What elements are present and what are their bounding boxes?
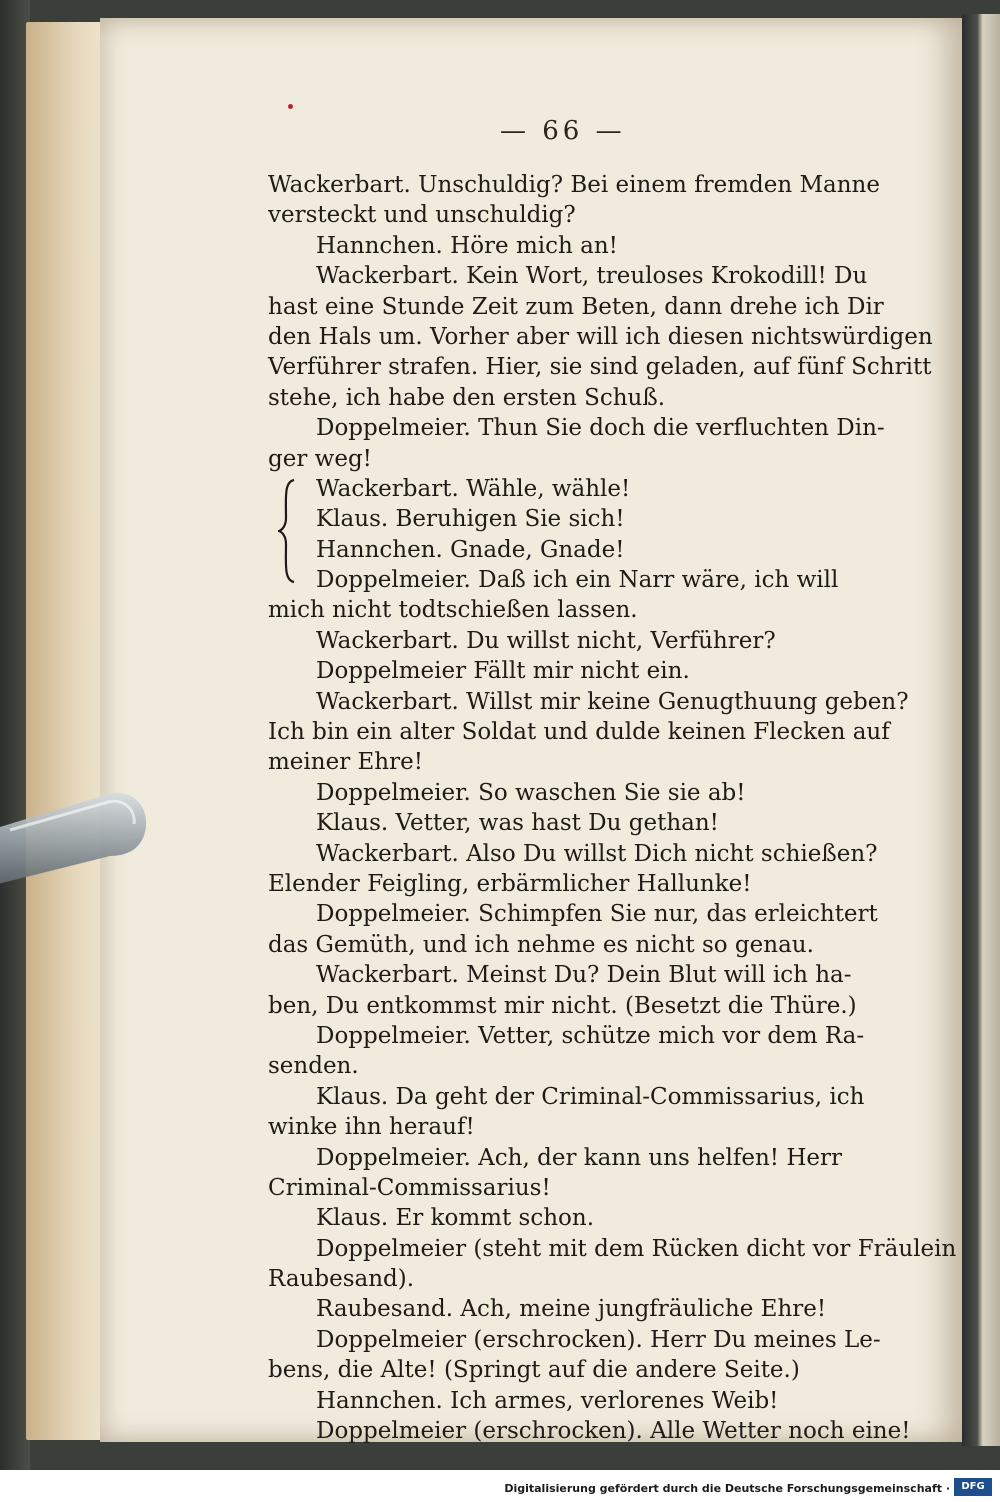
text-line: den Hals um. Vorher aber will ich diesen nichtswürdigen bbox=[268, 323, 933, 350]
text-line: Doppelmeier. Vetter, schütze mich vor dem Ra- bbox=[316, 1022, 865, 1049]
text-line: Doppelmeier. Ach, der kann uns helfen! Herr bbox=[316, 1144, 843, 1171]
text-line: ger weg! bbox=[268, 445, 372, 472]
text-line: Wackerbart. Wähle, wähle! bbox=[316, 475, 631, 502]
text-line: bens, die Alte! (Springt auf die andere Seite.) bbox=[268, 1357, 800, 1384]
text-line: mich nicht todtschießen lassen. bbox=[268, 597, 638, 624]
text-line: Doppelmeier. Schimpfen Sie nur, das erleichtert bbox=[316, 901, 878, 928]
text-line: Doppelmeier (erschrocken). Herr Du meines Le- bbox=[316, 1326, 881, 1353]
text-line: Klaus. Da geht der Criminal-Commissarius, ich bbox=[316, 1083, 865, 1110]
text-line: Hannchen. Gnade, Gnade! bbox=[316, 536, 625, 563]
text-line: Verführer strafen. Hier, sie sind geladen, auf fünf Schritt bbox=[268, 354, 932, 381]
text-line: Elender Feigling, erbärmlicher Hallunke! bbox=[268, 870, 752, 897]
text-line: das Gemüth, und ich nehme es nicht so genau. bbox=[268, 931, 814, 958]
text-line: Wackerbart. Kein Wort, treuloses Krokodill! Du bbox=[316, 263, 868, 290]
text-line: ben, Du entkommst mir nicht. (Besetzt die Thüre.) bbox=[268, 992, 857, 1019]
footer-bar bbox=[0, 1470, 1000, 1502]
text-line: Wackerbart. Du willst nicht, Verführer? bbox=[316, 627, 776, 654]
text-line: Ich bin ein alter Soldat und dulde keinen Flecken auf bbox=[268, 719, 890, 746]
text-line: hast eine Stunde Zeit zum Beten, dann drehe ich Dir bbox=[268, 293, 884, 320]
text-line: Doppelmeier. So waschen Sie sie ab! bbox=[316, 779, 746, 806]
page-number: — 66 — bbox=[500, 116, 626, 146]
text-line: Doppelmeier (steht mit dem Rücken dicht vor Fräulein bbox=[316, 1235, 957, 1262]
text-line: Hannchen. Ich armes, verlorenes Weib! bbox=[316, 1387, 779, 1414]
text-line: Raubesand). bbox=[268, 1266, 415, 1293]
text-line: versteckt und unschuldig? bbox=[268, 202, 576, 229]
dfg-logo: DFG bbox=[954, 1478, 992, 1496]
page-stack-edge bbox=[26, 22, 110, 1440]
text-line: Raubesand. Ach, meine jungfräuliche Ehre! bbox=[316, 1296, 827, 1323]
text-line: Doppelmeier. Daß ich ein Narr wäre, ich will bbox=[316, 567, 839, 594]
text-line: winke ihn herauf! bbox=[268, 1114, 475, 1141]
book-clip bbox=[0, 790, 150, 886]
text-line: meiner Ehre! bbox=[268, 749, 423, 776]
red-mark bbox=[288, 104, 293, 109]
text-block bbox=[268, 170, 957, 1446]
text-line: Hannchen. Höre mich an! bbox=[316, 232, 618, 259]
text-line: Klaus. Vetter, was hast Du gethan! bbox=[316, 810, 719, 837]
text-line: Klaus. Beruhigen Sie sich! bbox=[316, 506, 625, 533]
footer-credit: Digitalisierung gefördert durch die Deutsche Forschungsgemeinschaft · bbox=[504, 1482, 950, 1495]
text-line: Doppelmeier (erschrocken). Alle Wetter noch eine! bbox=[316, 1418, 911, 1445]
text-line: senden. bbox=[268, 1053, 359, 1080]
text-line: Criminal-Commissarius! bbox=[268, 1174, 551, 1201]
right-page-edge bbox=[962, 14, 1000, 1446]
text-line: Doppelmeier Fällt mir nicht ein. bbox=[316, 658, 690, 685]
text-line: Wackerbart. Willst mir keine Genugthuung geben? bbox=[316, 688, 909, 715]
text-line: Wackerbart. Also Du willst Dich nicht schießen? bbox=[316, 840, 878, 867]
text-line: Wackerbart. Meinst Du? Dein Blut will ich ha- bbox=[316, 962, 852, 989]
text-line: Klaus. Er kommt schon. bbox=[316, 1205, 595, 1232]
text-line: Wackerbart. Unschuldig? Bei einem fremden Manne bbox=[268, 172, 880, 198]
text-line: stehe, ich habe den ersten Schuß. bbox=[268, 384, 666, 411]
text-line: Doppelmeier. Thun Sie doch die verfluchten Din- bbox=[316, 415, 885, 442]
